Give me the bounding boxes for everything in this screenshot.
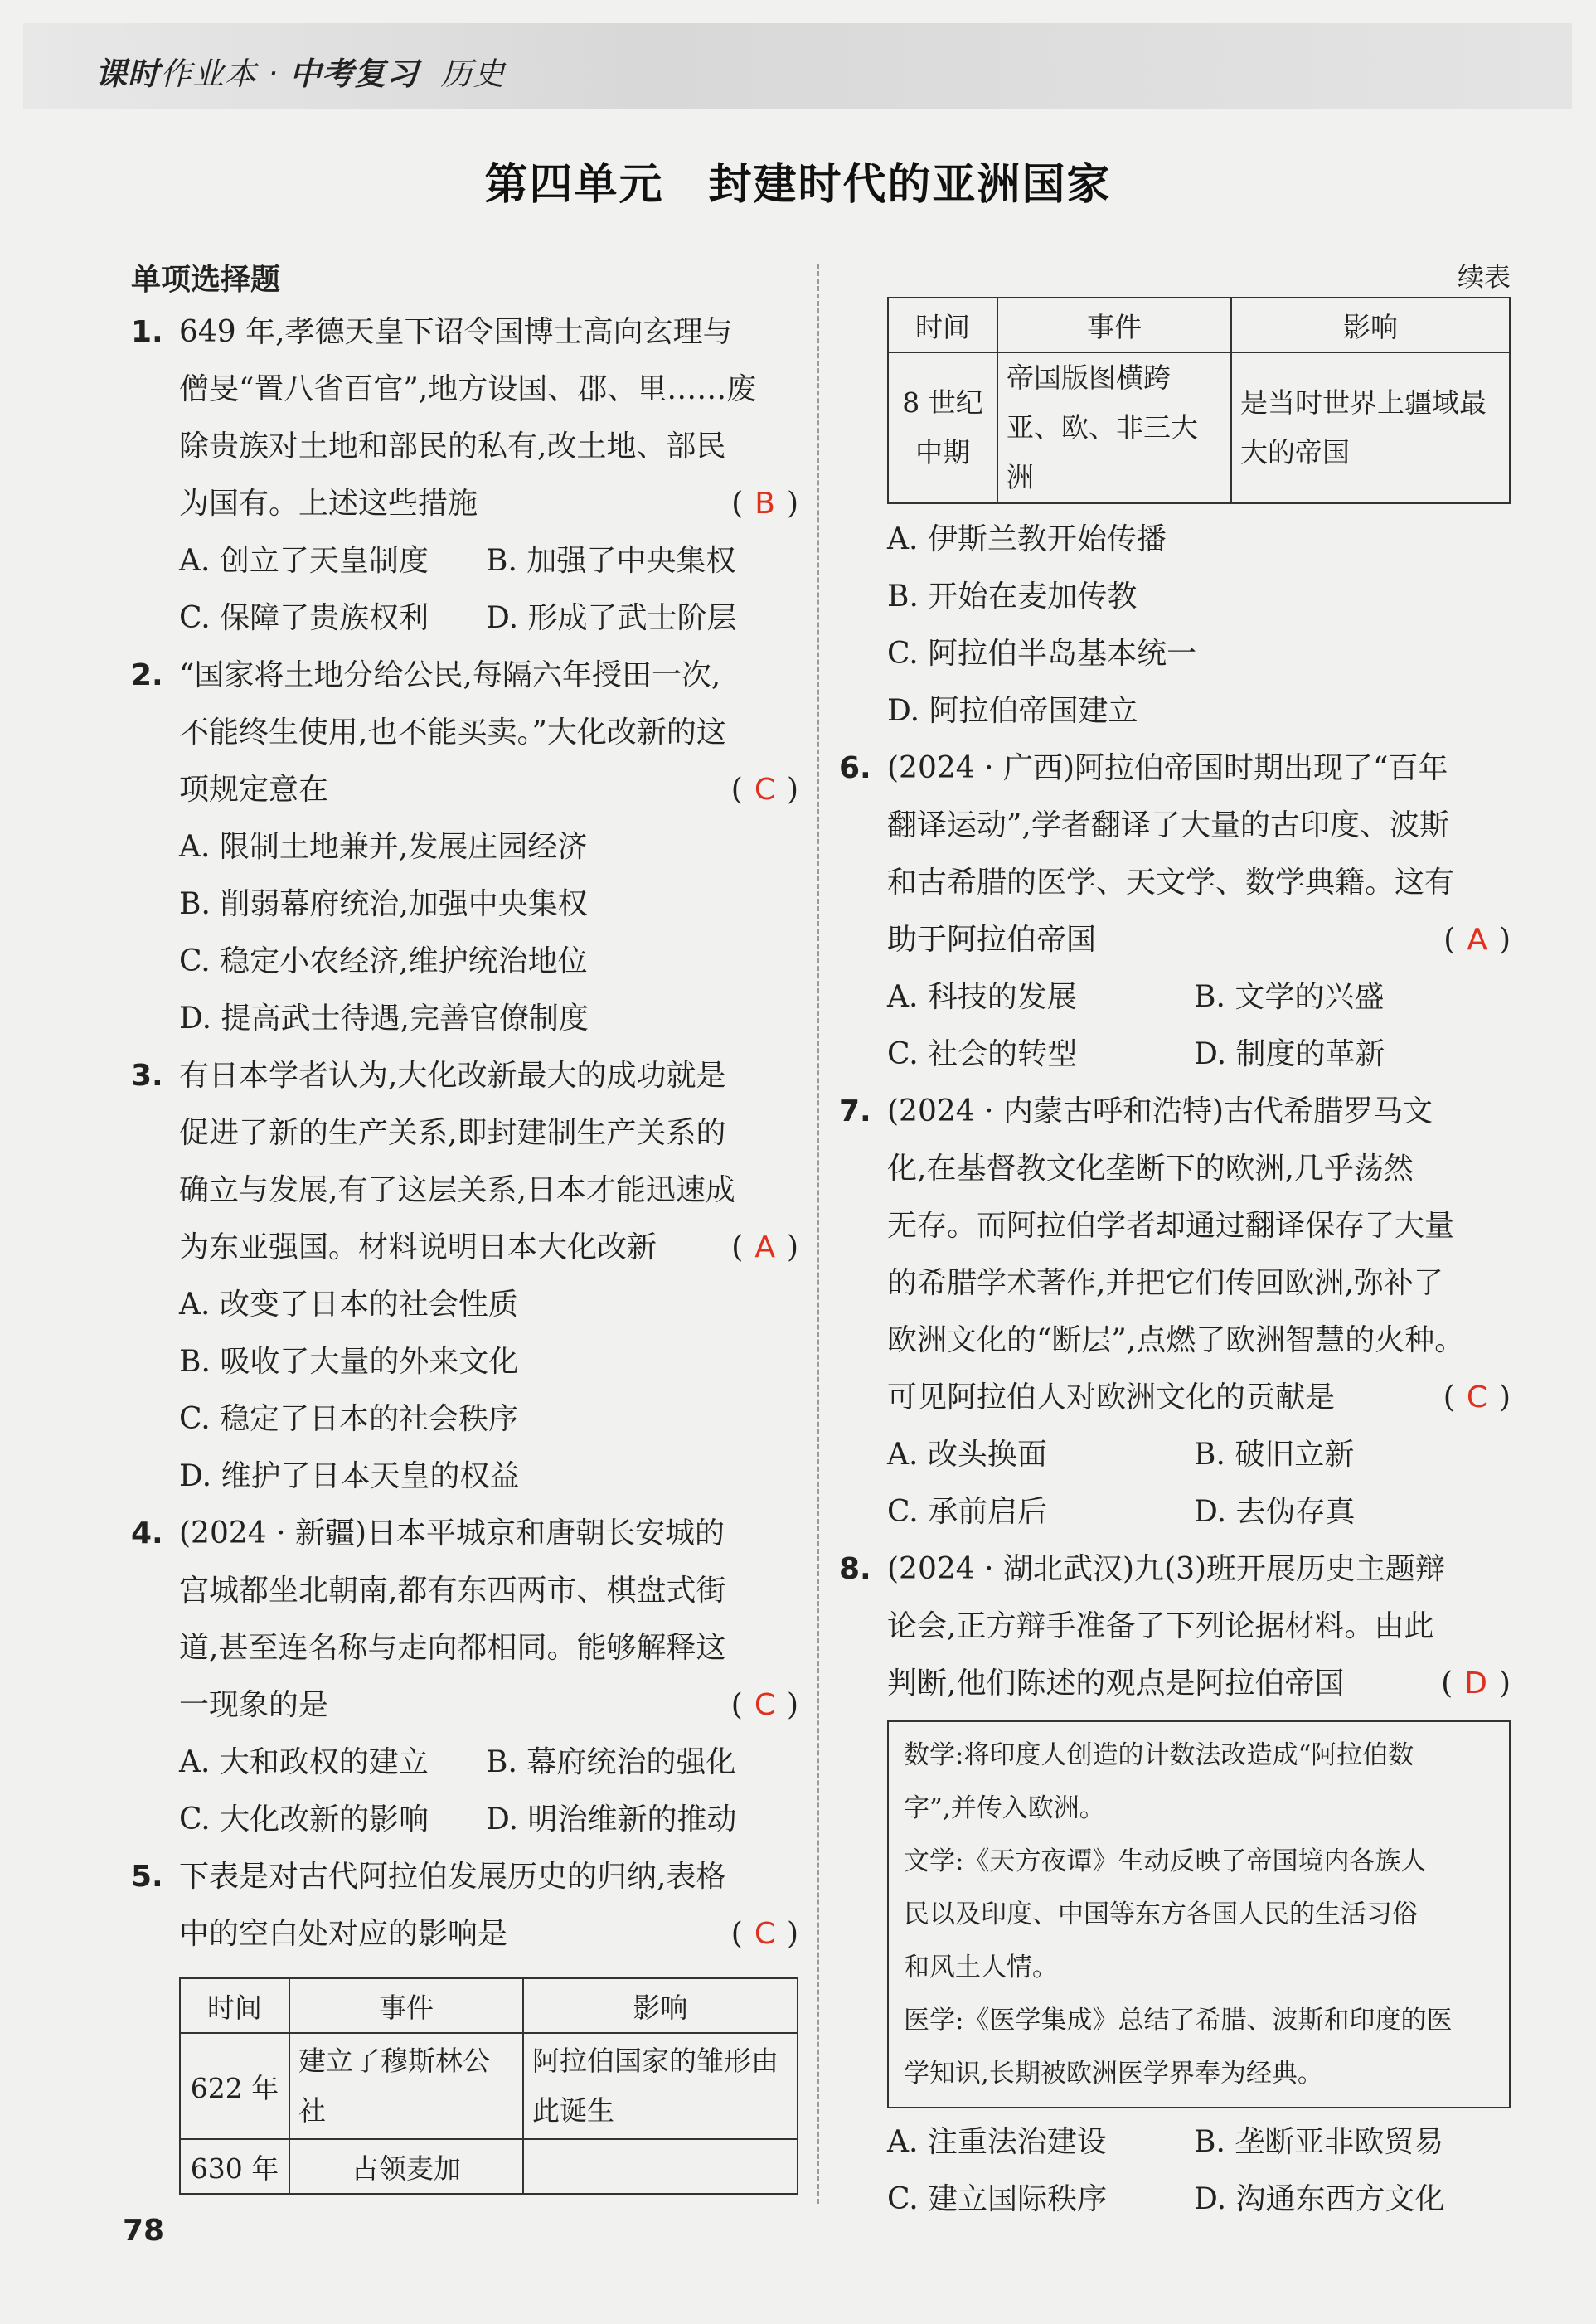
option-a: A. 改变了日本的社会性质 (179, 1288, 518, 1322)
option-c: C. 大化改新的影响 (179, 1802, 429, 1836)
option-c: C. 承前启后 (887, 1495, 1048, 1529)
option-d: D. 制度的革新 (1194, 1037, 1385, 1071)
option-d: D. 形成了武士阶层 (486, 601, 737, 635)
answer-slot: ( C ) (730, 773, 798, 807)
table-header: 事件 (997, 298, 1231, 352)
question-1 (131, 303, 798, 647)
unit-title: 第四单元 封建时代的亚洲国家 (484, 160, 1112, 210)
question-4 (131, 1505, 798, 1848)
option-a: A. 创立了天皇制度 (179, 544, 429, 578)
question-text: 中的空白处对应的影响是 (179, 1917, 508, 1951)
question-text: 化,在基督教文化垄断下的欧洲,几乎荡然 (887, 1152, 1414, 1186)
question-text: 判断,他们陈述的观点是阿拉伯帝国 (887, 1667, 1345, 1701)
material-line: 学知识,长期被欧洲医学界奉为经典。 (904, 2059, 1323, 2089)
table-cell: 是当时世界上疆域最大的帝国 (1231, 352, 1510, 503)
option-c: C. 稳定了日本的社会秩序 (179, 1402, 519, 1436)
option-b: B. 文学的兴盛 (1194, 980, 1385, 1014)
table-header: 时间 (888, 298, 997, 352)
option-b: B. 开始在麦加传教 (887, 580, 1138, 614)
material-line: 民以及印度、中国等东方各国人民的生活习俗 (904, 1899, 1418, 1929)
material-line: 文学:《天方夜谭》生动反映了帝国境内各族人 (904, 1846, 1427, 1876)
question-text: 促进了新的生产关系,即封建制生产关系的 (179, 1116, 726, 1150)
answer-letter: B (754, 487, 775, 521)
option-a: A. 限制土地兼并,发展庄园经济 (179, 830, 588, 864)
option-b: B. 幕府统治的强化 (486, 1745, 736, 1779)
answer-letter: C (754, 1917, 775, 1951)
exam-title: 中考复习 (289, 56, 420, 92)
question-text: 确立与发展,有了这层关系,日本才能迅速成 (179, 1173, 735, 1207)
option-c: C. 稳定小农经济,维护统治地位 (179, 944, 588, 978)
question-2 (131, 647, 798, 1047)
option-d: D. 沟通东西方文化 (1194, 2182, 1445, 2216)
option-a: A. 科技的发展 (887, 980, 1077, 1014)
option-d: D. 维护了日本天皇的权益 (179, 1459, 520, 1493)
material-line: 和风土人情。 (904, 1953, 1058, 1982)
question-text: 不能终生使用,也不能买卖。”大化改新的这 (179, 716, 726, 750)
question-text: 除贵族对土地和部民的私有,改土地、部民 (179, 429, 726, 463)
question-text: 下表是对古代阿拉伯发展历史的归纳,表格 (179, 1860, 726, 1894)
right-column (839, 257, 1511, 2228)
table-cell: 占领麦加 (289, 2139, 523, 2194)
continued-label: 续表 (1457, 261, 1511, 293)
option-a: A. 注重法治建设 (887, 2125, 1107, 2159)
table-cell: 8 世纪中期 (888, 352, 997, 503)
table-header: 影响 (523, 1978, 798, 2033)
option-b: B. 垄断亚非欧贸易 (1194, 2125, 1444, 2159)
table-cell-blank (523, 2139, 798, 2194)
answer-slot: ( B ) (731, 487, 798, 521)
continued-table (887, 297, 1511, 504)
option-c: C. 社会的转型 (887, 1037, 1078, 1071)
table-header: 事件 (289, 1978, 523, 2033)
answer-letter: C (754, 773, 775, 807)
answer-slot: ( A ) (731, 1230, 798, 1264)
question-text: 欧洲文化的“断层”,点燃了欧洲智慧的火种。 (887, 1323, 1465, 1357)
option-b: B. 破旧立新 (1194, 1438, 1355, 1472)
answer-letter: C (1466, 1380, 1487, 1414)
book-header (95, 48, 505, 94)
question-text: (2024 · 湖北武汉)九(3)班开展历史主题辩 (887, 1552, 1446, 1586)
answer-slot: ( C ) (730, 1688, 798, 1722)
question-text: 一现象的是 (179, 1688, 329, 1722)
option-a: A. 改头换面 (887, 1438, 1047, 1472)
table-cell: 阿拉伯国家的雏形由此诞生 (523, 2033, 798, 2139)
question-text: 宫城都坐北朝南,都有东西两市、棋盘式街 (179, 1574, 726, 1608)
question-8 (839, 1540, 1511, 2228)
option-d: D. 明治维新的推动 (486, 1802, 737, 1836)
table-cell: 建立了穆斯林公社 (289, 2033, 523, 2139)
question-text: 649 年,孝德天皇下诏令国博士高向玄理与 (179, 315, 733, 349)
answer-slot: ( D ) (1441, 1667, 1511, 1701)
question-text: 为国有。上述这些措施 (179, 487, 478, 521)
question-text: (2024 · 广西)阿拉伯帝国时期出现了“百年 (887, 751, 1448, 785)
question-text: 助于阿拉伯帝国 (887, 923, 1097, 957)
option-d: D. 阿拉伯帝国建立 (887, 694, 1138, 728)
question-text: (2024 · 内蒙古呼和浩特)古代希腊罗马文 (887, 1094, 1433, 1128)
option-d: D. 提高武士待遇,完善官僚制度 (179, 1002, 589, 1036)
material-line: 数学:将印度人创造的计数法改造成“阿拉伯数 (904, 1740, 1414, 1770)
subject: 历史 (440, 56, 506, 92)
brand-rest: 作业本 · (160, 56, 290, 92)
question-text: 的希腊学术著作,并把它们传回欧洲,弥补了 (887, 1266, 1443, 1300)
brand-bold: 课时 (95, 56, 161, 92)
answer-letter: C (754, 1688, 775, 1722)
answer-letter: A (1467, 923, 1487, 957)
answer-slot: ( C ) (1443, 1380, 1511, 1414)
table-cell: 622 年 (180, 2033, 289, 2139)
question-number: 2. (131, 658, 163, 692)
question-text: 论会,正方辩手准备了下列论据材料。由此 (887, 1609, 1434, 1643)
option-b: B. 加强了中央集权 (486, 544, 736, 578)
question-number: 7. (839, 1094, 871, 1128)
answer-slot: ( A ) (1443, 923, 1511, 957)
question-3 (131, 1047, 798, 1505)
option-d: D. 去伪存真 (1194, 1495, 1356, 1529)
question-number: 4. (131, 1516, 163, 1550)
question-text: 翻译运动”,学者翻译了大量的古印度、波斯 (887, 808, 1449, 842)
question-number: 3. (131, 1059, 163, 1093)
question-number: 8. (839, 1552, 871, 1586)
table-cell: 630 年 (180, 2139, 289, 2194)
table-header: 影响 (1231, 298, 1510, 352)
option-a: A. 伊斯兰教开始传播 (887, 522, 1167, 556)
question-7 (839, 1083, 1511, 1540)
question-text: 道,甚至连名称与走向都相同。能够解释这 (179, 1631, 726, 1665)
question-text: 可见阿拉伯人对欧洲文化的贡献是 (887, 1380, 1336, 1414)
column-divider (817, 264, 819, 2204)
question-number: 5. (131, 1860, 163, 1894)
answer-slot: ( C ) (730, 1917, 798, 1951)
question-6 (839, 740, 1511, 1083)
question-text: “国家将土地分给公民,每隔六年授田一次, (179, 658, 721, 692)
question-text: 项规定意在 (179, 773, 329, 807)
table-header: 时间 (180, 1978, 289, 2033)
section-title: 单项选择题 (131, 263, 281, 297)
question-text: (2024 · 新疆)日本平城京和唐朝长安城的 (179, 1516, 725, 1550)
question-text: 为东亚强国。材料说明日本大化改新 (179, 1230, 657, 1264)
question-number: 6. (839, 751, 871, 785)
option-c: C. 阿拉伯半岛基本统一 (887, 637, 1197, 671)
option-b: B. 削弱幕府统治,加强中央集权 (179, 887, 588, 921)
left-column (131, 257, 798, 2195)
material-line: 医学:《医学集成》总结了希腊、波斯和印度的医 (904, 2006, 1453, 2035)
evidence-material-box (887, 1720, 1511, 2108)
history-table (179, 1977, 798, 2195)
question-text: 和古希腊的医学、天文学、数学典籍。这有 (887, 866, 1455, 900)
answer-letter: D (1464, 1667, 1487, 1701)
option-c: C. 建立国际秩序 (887, 2182, 1108, 2216)
material-line: 字”,并传入欧洲。 (904, 1793, 1105, 1823)
option-c: C. 保障了贵族权利 (179, 601, 429, 635)
question-text: 有日本学者认为,大化改新最大的成功就是 (179, 1059, 726, 1093)
page-number: 78 (123, 2214, 165, 2248)
option-a: A. 大和政权的建立 (179, 1745, 429, 1779)
question-text: 无存。而阿拉伯学者却通过翻译保存了大量 (887, 1209, 1455, 1243)
option-b: B. 吸收了大量的外来文化 (179, 1345, 519, 1379)
question-5 (131, 1848, 798, 2195)
table-cell: 帝国版图横跨亚、欧、非三大洲 (997, 352, 1231, 503)
question-text: 僧旻“置八省百官”,地方设国、郡、里……废 (179, 372, 757, 406)
answer-letter: A (754, 1230, 775, 1264)
question-number: 1. (131, 315, 163, 349)
